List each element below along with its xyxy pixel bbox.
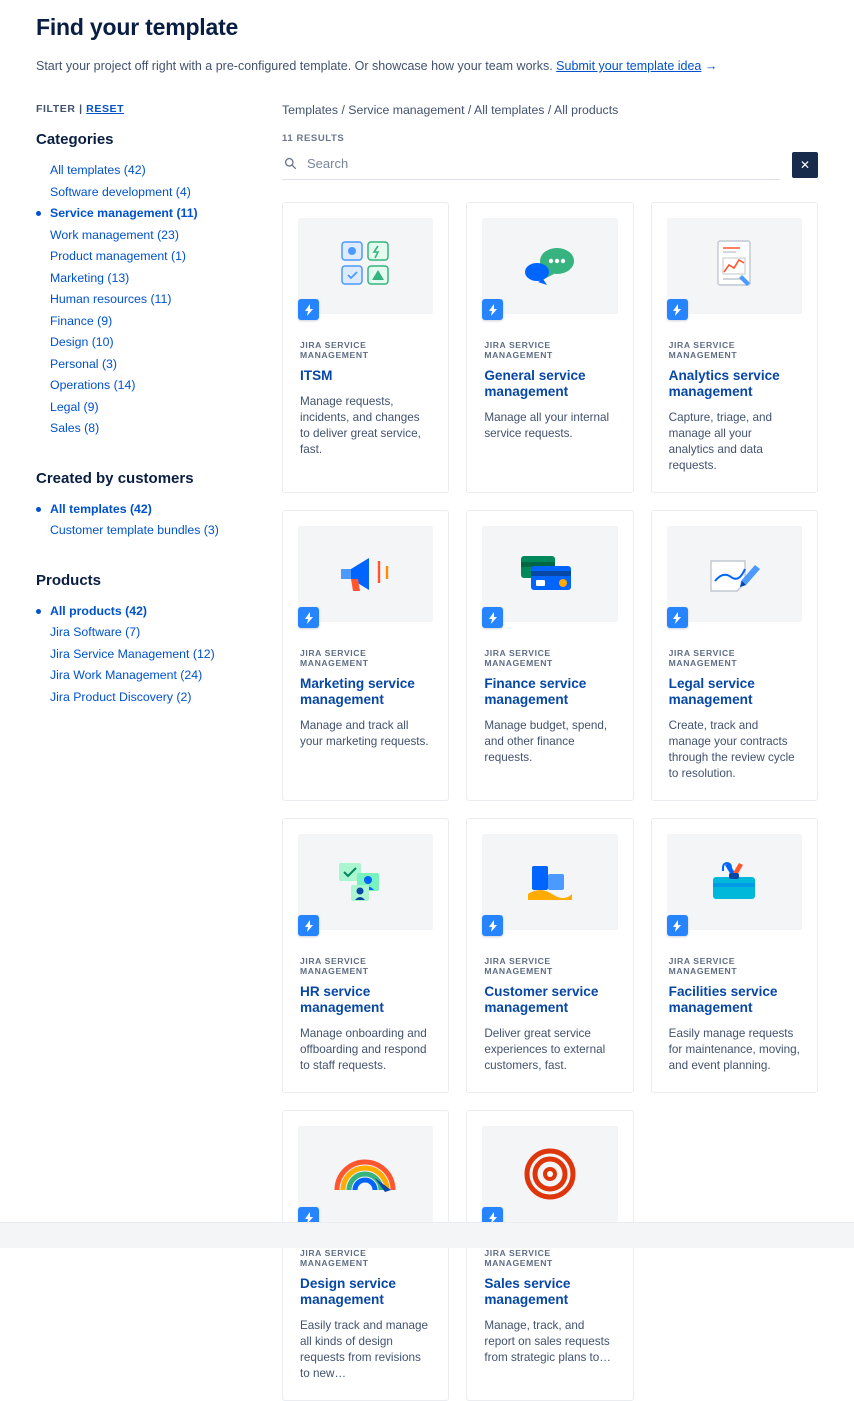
card-eyebrow: JIRA SERVICE MANAGEMENT [484,956,553,976]
template-card[interactable] [651,202,818,493]
products-heading: Products [36,571,102,589]
template-card[interactable] [466,510,633,801]
credit-cards-icon [517,552,583,596]
card-description: Manage budget, spend, and other finance requests. [484,719,608,764]
close-icon[interactable]: ✕ [792,152,818,178]
sidebar-item-jira-product-discovery[interactable]: Jira Product Discovery (2) [50,689,192,704]
sidebar-item-design[interactable]: Design (10) [50,335,114,349]
arrow-right-icon: → [704,59,718,73]
card-eyebrow: JIRA SERVICE MANAGEMENT [668,340,738,360]
template-results [246,103,818,1401]
sidebar-item-legal[interactable]: Legal (9) [50,399,99,414]
card-eyebrow: JIRA SERVICE MANAGEMENT [300,340,369,360]
card-eyebrow: JIRA SERVICE MANAGEMENT [668,648,738,668]
card-eyebrow: JIRA SERVICE MANAGEMENT [484,340,553,360]
lightning-icon [298,299,319,320]
submit-template-idea-link[interactable]: Submit your template idea [556,59,702,73]
card-body [283,930,448,1074]
template-card[interactable] [466,818,633,1093]
card-description: Deliver great service experiences to external customers, fast. [484,1027,606,1072]
card-title: Legal service management [668,676,755,707]
card-description: Easily manage requests for maintenance, moving, and event planning. [668,1027,800,1072]
megaphone-icon [335,553,397,595]
card-body [467,930,632,1074]
card-description: Manage onboarding and offboarding and respond to staff requests. [300,1027,427,1072]
analytics-report-icon [712,239,756,293]
toolbox-icon [705,859,763,905]
card-title: ITSM [300,368,333,383]
sidebar-item-all-products[interactable]: All products (42) [36,601,246,623]
search-icon [284,157,297,170]
template-card[interactable] [466,202,633,493]
card-description: Manage all your internal service requests. [484,411,610,440]
sidebar-item-marketing[interactable]: Marketing (13) [50,270,130,285]
sidebar-item-sales[interactable]: Sales (8) [50,421,100,435]
card-description: Easily track and manage all kinds of design requests from revisions to new… [300,1319,428,1380]
card-eyebrow: JIRA SERVICE MANAGEMENT [300,1248,369,1268]
card-title: General service management [484,368,586,399]
template-card[interactable] [282,1110,449,1401]
created-by-customers-heading: Created by customers [36,469,194,487]
template-card[interactable] [282,510,449,801]
lightning-icon [482,299,503,320]
card-title: Analytics service management [668,368,780,399]
card-eyebrow: JIRA SERVICE MANAGEMENT [300,648,369,668]
sidebar-item-product-management[interactable]: Product management (1) [50,249,187,263]
card-description: Create, track and manage your contracts through the review cycle to resolution. [668,719,795,780]
template-card[interactable] [651,510,818,801]
categories-list [36,160,246,440]
template-card[interactable] [466,1110,633,1401]
card-body [283,314,448,458]
sidebar-item-jira-service-management[interactable]: Jira Service Management (12) [50,646,215,661]
lightning-icon [298,915,319,936]
footer-strip [0,1222,854,1248]
sidebar-item-software-development[interactable]: Software development (4) [50,184,191,199]
signature-pen-icon [705,551,763,597]
card-body [652,930,817,1074]
card-eyebrow: JIRA SERVICE MANAGEMENT [668,956,738,976]
card-title: Design service management [300,1276,396,1307]
card-body [467,622,632,766]
card-title: HR service management [300,984,384,1015]
card-body [652,622,817,782]
reset-filters-button[interactable]: RESET [86,103,125,115]
lightning-icon [667,915,688,936]
breadcrumb: Templates / Service management / All templates / All products [282,103,619,117]
page-header [0,0,854,73]
search-row [282,150,818,180]
card-title: Sales service management [484,1276,571,1307]
card-title: Customer service management [484,984,599,1015]
products-list [36,601,246,709]
results-count: 11 RESULTS [282,133,345,144]
filter-reset-row [36,103,246,115]
categories-heading: Categories [36,131,114,148]
card-title: Finance service management [484,676,587,707]
template-card[interactable] [282,818,449,1093]
card-description: Capture, triage, and manage all your analytics and data requests. [668,411,772,472]
sidebar-item-jira-software[interactable]: Jira Software (7) [50,625,141,639]
sidebar-item-human-resources[interactable]: Human resources (11) [50,292,172,306]
card-body [283,622,448,750]
sidebar-item-personal[interactable]: Personal (3) [50,356,117,371]
card-eyebrow: JIRA SERVICE MANAGEMENT [484,648,553,668]
lightning-icon [667,299,688,320]
subtitle-text: Start your project off right with a pre-configured template. Or showcase how your team works. [36,59,553,73]
search-input[interactable] [305,155,778,172]
sidebar-item-service-management[interactable]: Service management (11) [36,203,246,225]
lightning-icon [482,915,503,936]
card-body [652,314,817,474]
card-body [467,314,632,442]
search-box[interactable] [282,150,780,180]
people-checklist-icon [335,859,397,905]
lightning-icon [482,607,503,628]
template-card[interactable] [282,202,449,493]
sidebar-item-created-all-templates[interactable]: All templates (42) [36,499,246,521]
card-description: Manage requests, incidents, and changes to deliver great service, fast. [300,395,421,456]
created-by-customers-list [36,499,246,542]
lightning-icon [298,607,319,628]
template-card[interactable] [651,818,818,1093]
sidebar-item-all-templates[interactable]: All templates (42) [50,163,146,177]
lightning-icon [667,607,688,628]
sidebar-item-finance[interactable]: Finance (9) [50,313,113,328]
chat-bubbles-icon [521,244,579,288]
card-eyebrow: JIRA SERVICE MANAGEMENT [484,1248,553,1268]
sidebar-item-operations[interactable]: Operations (14) [50,378,136,392]
sidebar-item-customer-template-bundles[interactable]: Customer template bundles (3) [50,523,219,537]
card-description: Manage and track all your marketing requests. [300,719,429,748]
card-title: Marketing service management [300,676,415,707]
filter-sidebar [36,103,246,1401]
page-title: Find your template [36,14,239,40]
itsm-grid-icon [338,240,394,292]
sidebar-item-jira-work-management[interactable]: Jira Work Management (24) [50,668,203,682]
filter-label: FILTER | [36,103,83,115]
customer-chart-icon [522,860,578,904]
card-description: Manage, track, and report on sales requests from strategic plans to… [484,1319,611,1364]
rainbow-icon [331,1152,401,1196]
card-eyebrow: JIRA SERVICE MANAGEMENT [300,956,369,976]
sidebar-item-work-management[interactable]: Work management (23) [50,227,179,242]
card-title: Facilities service management [668,984,778,1015]
page-body [0,73,854,1401]
page-subtitle [36,59,818,73]
target-icon [524,1148,576,1200]
